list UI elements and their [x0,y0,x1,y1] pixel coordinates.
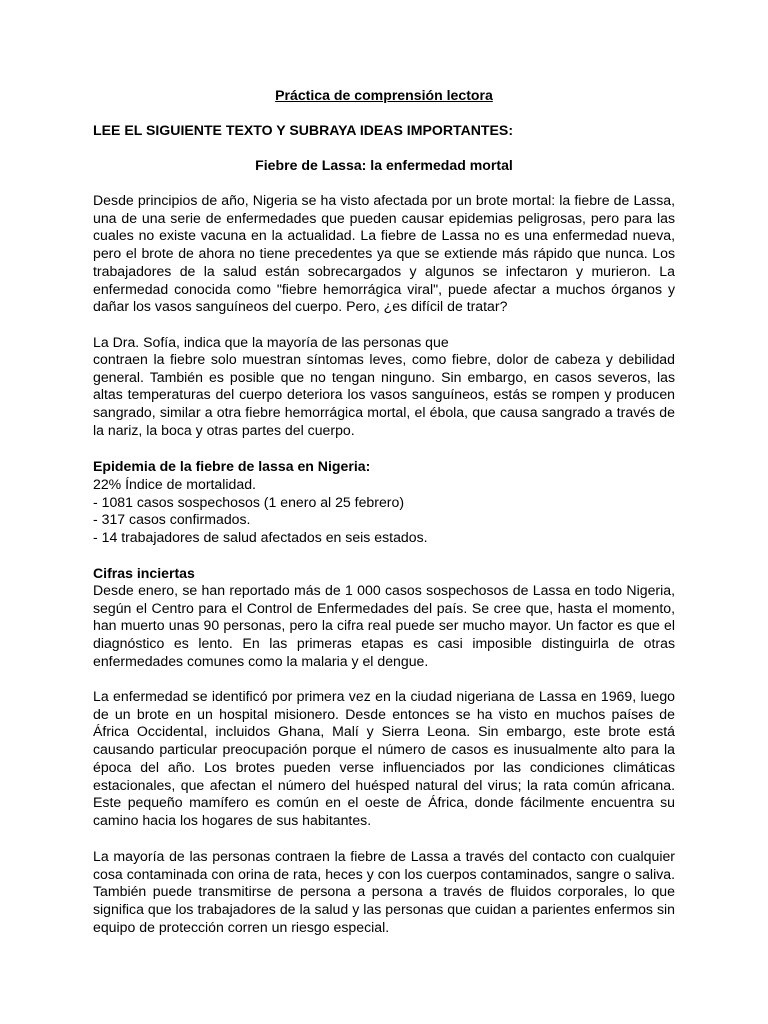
figures-paragraph: Desde enero, se han reportado más de 1 000 casos sospechosos de Lassa en todo Nigeria, según el Centro para el Control de Enfermedades del país. Se cree que, hasta el momento, han muerto unas 90 personas, pero la cifra real puede ser mucho mayor. Un factor es que el diagnóstico es lento. En las primeras etapas es casi imposible distinguirla de otras enfermedades comunes como la malaria y el dengue. [93,582,675,669]
stat-item: - 317 casos confirmados. [93,511,251,528]
reading-title: Fiebre de Lassa: la enfermedad mortal [255,157,513,173]
figures-heading: Cifras inciertas [93,565,195,581]
stat-item: - 14 trabajadores de salud afectados en seis estados. [93,529,428,546]
epidemic-heading: Epidemia de la fiebre de lassa en Nigeria: [93,458,371,474]
stat-item: - 1081 casos sospechosos (1 enero al 25 febrero) [93,493,405,510]
intro-paragraph: Desde principios de año, Nigeria se ha visto afectada por un brote mortal: la fiebre de Lassa, una de una serie de enfermedades que pueden causar epidemias peligrosas, pero para las cuales no existe vacuna en la actualidad. La fiebre de Lassa no es una enfermedad nueva, pero el brote de ahora no tiene precedentes ya que se extiende más rápido que nunca. Los trabajadores de la salud están sobrecargados y algunos se infectaron y murieron. La enfermedad conocida como "fiebre hemorrágica viral", puede afectar a muchos órganos y dañar los vasos sanguíneos del cuerpo. Pero, ¿es difícil de tratar? [93,192,675,315]
history-paragraph: La enfermedad se identificó por primera vez en la ciudad nigeriana de Lassa en 1969, luego de un brote en un hospital misionero. Desde entonces se ha visto en muchos países de África Occidental, incluidos Ghana, Malí y Sierra Leona. Sin embargo, este brote está causando particular preocupación porque el número de casos es inusualmente alto para la época del año. Los brotes pueden verse influenciados por las condiciones climáticas estacionales, que afectan el número del huésped natural del virus; la rata común africana. Este pequeño mamífero es común en el oeste de África, donde fácilmente encuentra su camino hacia los hogares de sus habitantes. [93,688,675,828]
doctor-paragraph-lead: La Dra. Sofía, indica que la mayoría de las personas que [93,334,449,350]
epidemic-stats-list [93,476,675,547]
doctor-paragraph: contraen la fiebre solo muestran síntomas leves, como fiebre, dolor de cabeza y debilidad general. También es posible que no tengan ninguno. Sin embargo, en casos severos, las altas temperaturas del cuerpo deteriora los vasos sanguíneos, estás se rompen y producen sangrado, similar a otra fiebre hemorrágica mortal, el ébola, que causa sangrado a través de la nariz, la boca y otras partes del cuerpo. [93,351,675,438]
document-title: Práctica de comprensión lectora [275,87,493,103]
stat-item: 22% Índice de mortalidad. [93,476,256,492]
instruction-text: LEE EL SIGUIENTE TEXTO Y SUBRAYA IDEAS IMPORTANTES: [93,122,514,138]
transmission-paragraph: La mayoría de las personas contraen la fiebre de Lassa a través del contacto con cualquier cosa contaminada con orina de rata, heces y con los cuerpos contaminados, sangre o saliva. También puede transmitirse de persona a persona a través de fluidos corporales, lo que significa que los trabajadores de la salud y las personas que cuidan a parientes enfermos sin equipo de protección corren un riesgo especial. [93,848,675,935]
